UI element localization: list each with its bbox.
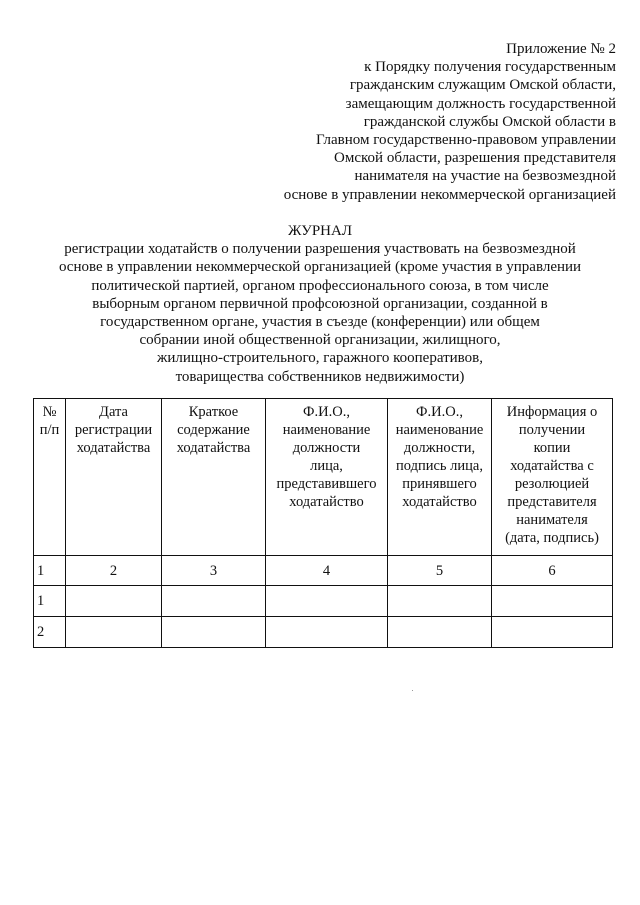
scan-speck <box>412 690 413 691</box>
table-cell <box>162 586 266 617</box>
header-copy-info: Информация о получении копии ходатайства с резолюцией представителя нанимателя (дата, подпись) <box>492 399 613 556</box>
header-summary: Краткое содержание ходатайства <box>162 399 266 556</box>
column-number: 6 <box>492 556 613 586</box>
table-cell: 2 <box>34 617 66 648</box>
subtitle-line: собрании иной общественной организации, жилищного, <box>139 332 501 349</box>
subtitle-line: регистрации ходатайств о получении разрешения участвовать на безвозмездной <box>64 241 576 258</box>
appendix-line: нанимателя на участие на безвозмездной <box>354 168 616 185</box>
column-number: 4 <box>266 556 388 586</box>
table-cell <box>492 617 613 648</box>
appendix-line: основе в управлении некоммерческой организацией <box>283 186 616 203</box>
subtitle-line: выборным органом первичной профсоюзной организации, созданной в <box>92 295 548 312</box>
table-cell: 1 <box>34 586 66 617</box>
table-cell <box>388 617 492 648</box>
column-number: 3 <box>162 556 266 586</box>
table-cell <box>492 586 613 617</box>
column-number: 5 <box>388 556 492 586</box>
subtitle-line: государственном органе, участия в съезде (конференции) или общем <box>100 314 540 331</box>
subtitle-line: политической партией, органом профессионального союза, в том числе <box>91 277 549 294</box>
table-cell <box>66 617 162 648</box>
header-receiver: Ф.И.О., наименование должности, подпись лица, принявшего ходатайство <box>388 399 492 556</box>
table-row <box>34 586 613 617</box>
appendix-line: гражданской службы Омской области в <box>363 113 616 130</box>
journal-heading <box>0 222 640 386</box>
column-number: 2 <box>66 556 162 586</box>
appendix-line: Главном государственно-правовом управлении <box>315 132 616 149</box>
header-submitter: Ф.И.О., наименование должности лица, представившего ходатайство <box>266 399 388 556</box>
appendix-line: Омской области, разрешения представителя <box>334 150 616 167</box>
table-cell <box>388 586 492 617</box>
table-cell <box>266 586 388 617</box>
appendix-block <box>236 40 616 204</box>
header-registration-date: Дата регистрации ходатайства <box>66 399 162 556</box>
appendix-line: замещающим должность государственной <box>345 95 616 112</box>
table-header-row <box>34 399 613 556</box>
journal-table <box>33 398 613 648</box>
column-number: 1 <box>34 556 66 586</box>
subtitle-line: жилищно-строительного, гаражного кооперативов, <box>156 350 483 367</box>
subtitle-line: товарищества собственников недвижимости) <box>175 368 465 385</box>
journal-title: ЖУРНАЛ <box>287 223 353 239</box>
header-number: № п/п <box>34 399 66 556</box>
appendix-line: Приложение № 2 <box>506 41 616 57</box>
table-cell <box>66 586 162 617</box>
table-row <box>34 617 613 648</box>
appendix-line: к Порядку получения государственным <box>364 59 616 76</box>
table-cell <box>266 617 388 648</box>
table-cell <box>162 617 266 648</box>
column-number-row <box>34 556 613 586</box>
appendix-line: гражданским служащим Омской области, <box>349 77 616 94</box>
subtitle-line: основе в управлении некоммерческой организацией (кроме участия в управлении <box>58 259 582 276</box>
